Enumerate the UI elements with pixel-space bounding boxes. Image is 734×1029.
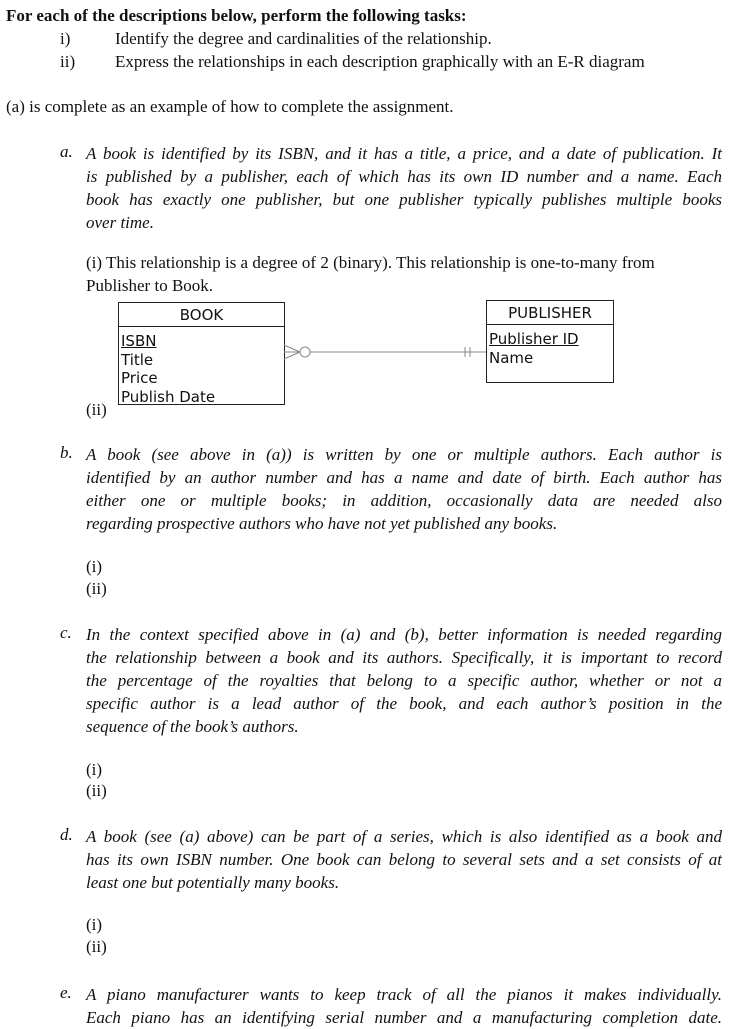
crows-foot-upper xyxy=(284,345,300,352)
publisher-attr-name: Name xyxy=(489,348,534,367)
item-c-line: sequence of the book’s authors. xyxy=(86,717,299,736)
item-a-answer-ii: (ii) xyxy=(86,400,107,419)
item-a-letter: a. xyxy=(60,142,73,161)
item-d-answer-i: (i) xyxy=(86,915,103,934)
book-attr-isbn: ISBN xyxy=(121,332,157,350)
book-attr-publish-date: Publish Date xyxy=(121,387,216,406)
item-c-line: the relationship between a book and its authors. Specifically, it is important to record xyxy=(86,648,722,667)
item-b-line: regarding prospective authors who have not yet published any books. xyxy=(86,514,558,533)
item-d-line: A book (see (a) above) can be part of a series, which is also identified as a book and xyxy=(86,827,722,846)
item-c-letter: c. xyxy=(60,623,72,642)
crows-foot-lower xyxy=(284,352,300,359)
item-a-line: over time. xyxy=(86,213,154,232)
book-entity-name: BOOK xyxy=(119,303,284,327)
item-c-answer-ii: (ii) xyxy=(86,781,107,800)
item-e-line: Each piano has an identifying serial number and a manufacturing completion date. xyxy=(86,1008,722,1027)
item-d-line: has its own ISBN number. One book can belong to several sets and a set consists of at xyxy=(86,850,722,869)
task-marker-ii: ii) xyxy=(60,52,76,71)
item-e-line: A piano manufacturer wants to keep track of all the pianos it makes individually. xyxy=(86,985,722,1004)
item-a-line: is published by a publisher, each of which has its own ID number and a name. Each xyxy=(86,167,722,186)
item-e-description xyxy=(86,983,722,1029)
book-attr-price: Price xyxy=(121,369,158,387)
publisher-entity-name: PUBLISHER xyxy=(487,301,613,325)
item-a-line: book has exactly one publisher, but one publisher typically publishes multiple books xyxy=(86,190,722,209)
item-a-answer-i-cont: Publisher to Book. xyxy=(86,276,214,295)
item-b-line: A book (see above in (a)) is written by one or multiple authors. Each author is xyxy=(86,445,722,464)
item-c-line: specific author is a lead author of the book, and each author’s position in the xyxy=(86,694,722,713)
item-b-line: either one or multiple books; in addition, occasionally data are needed also xyxy=(86,491,722,510)
item-b-answer-ii: (ii) xyxy=(86,579,107,598)
item-e-letter: e. xyxy=(60,983,72,1002)
task-text-i: Identify the degree and cardinalities of the relationship. xyxy=(115,29,492,48)
item-a-line: A book is identified by its ISBN, and it has a title, a price, and a date of publication. It xyxy=(86,144,722,163)
example-note: (a) is complete as an example of how to complete the assignment. xyxy=(6,97,454,116)
task-text-ii: Express the relationships in each description graphically with an E-R diagram xyxy=(115,52,645,71)
assignment-heading: For each of the descriptions below, perform the following tasks: xyxy=(6,6,467,25)
item-c-answer-i: (i) xyxy=(86,760,103,779)
item-c-line: In the context specified above in (a) and (b), better information is needed regarding xyxy=(86,625,722,644)
item-b-answer-i: (i) xyxy=(86,557,103,576)
item-a-answer-i: (i) This relationship is a degree of 2 (binary). This relationship is one-to-many from xyxy=(86,253,655,272)
publisher-attr-id: Publisher ID xyxy=(489,330,579,348)
item-d-answer-ii: (ii) xyxy=(86,937,107,956)
item-b-description xyxy=(86,443,722,535)
item-b-line: identified by an author number and has a name and date of birth. Each author has xyxy=(86,468,722,487)
book-attr-title: Title xyxy=(121,350,154,369)
optional-circle xyxy=(300,347,310,357)
item-d-description xyxy=(86,825,722,894)
item-d-letter: d. xyxy=(60,825,73,844)
item-b-letter: b. xyxy=(60,443,73,462)
item-d-line: least one but potentially many books. xyxy=(86,873,340,892)
task-marker-i: i) xyxy=(60,29,71,48)
item-c-description xyxy=(86,623,722,738)
item-c-line: the percentage of the royalties that belong to a specific author, whether or not a xyxy=(86,671,722,690)
